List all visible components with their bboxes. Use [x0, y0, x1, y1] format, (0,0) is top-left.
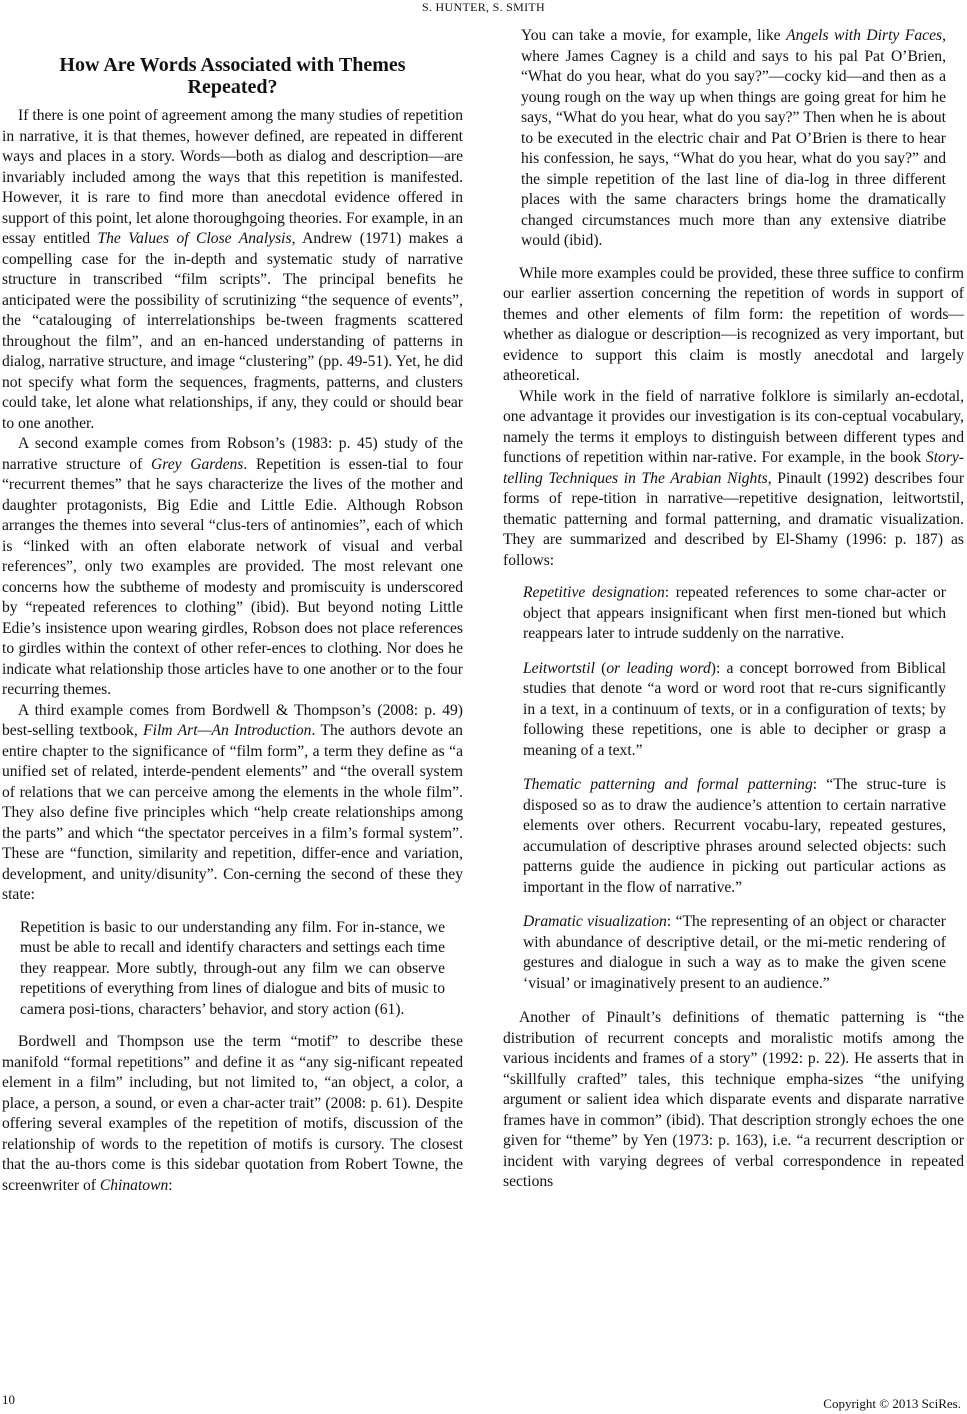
right-column [503, 26, 964, 1193]
film-title: Angels with Dirty Faces [786, 27, 943, 44]
paragraph-7: Another of Pinault’s definitions of thematic patterning is “the distribution of recurrent concepts and moralistic motifs among the various incidents and frames of a story” (1992: p. 22). He asserts that in “skillfully crafted” tales, this technique empha-sizes “the unifying argument or salient idea which disparate events and disparate narrative frames have in common” (ibid). That description strongly echoes the one given for “theme” by Yen (1973: p. 163), i.e. “a recurrent description or incident with varying degrees of verbal correspondence in repeated sections [503, 1009, 964, 1190]
block-quote: You can take a movie, for example, like Angels with Dirty Faces, where James Cagney is a child and says to his pal Pat O’Brien, “What do you hear, what do you say?”—cocky kid—and then as a young rough on the way up when things are going great for him he says, “What do you hear, what do you say?” Then when he is about to be executed in the electric chair and Pat O’Brien is there to hear his confession, he says, “What do you hear, what do you say?” and the simple repetition of the last line of dia-log in three different places with the same characters brings home the dramatically changed circumstances much more than any extensive diatribe would (ibid). [521, 27, 946, 249]
paragraph-5: While more examples could be provided, these three suffice to confirm our earlier assertion concerning the repetition of words in support of themes and other elements of film form: the repetition of words—whether as dialogue or description—is recognized as very important, but evidence to support this claim is mostly anecdotal and largely atheoretical. [503, 264, 964, 384]
film-title: Chinatown [99, 1176, 169, 1194]
essay-title: The Values of Close Analysis [97, 230, 292, 247]
block-quote: Repetition is basic to our understanding any film. For in-stance, we must be able to recall and identify characters and settings each time they reappear. More subtly, through-out any film we can observe repetitions of everything from lines of dialogue and bits of music to camera posi-tions, characters’ behavior, and story action (61). [20, 918, 445, 1018]
book-title: Film Art—An Introduction [143, 722, 312, 739]
running-head: S. HUNTER, S. SMITH [421, 0, 546, 14]
paragraph-6: While work in the field of narrative folklore is similarly an-ecdotal, one advantage it provides our investigation is its con-ceptual vocabulary, namely the terms it employs to distinguish between different types and functions of repetition within nar-rative. For example, in the book Story-telling Techniques in The Arabian Nights, Pinault (1992) describes four forms of repe-tition in narrative—repetitive designation, leitwortstil, thematic patterning and formal patterning, and dramatic visualization. They are summarized and described by El-Shamy (1996: p. 187) as follows: [503, 387, 965, 569]
definition-thematic-patterning: Thematic patterning and formal patterning: “The struc-ture is disposed so as to draw the audience’s attention to certain narrative elements over others. Recurrent vocabu-lary, repeated gestures, accumulation of descriptive phrases around selected objects: such patterns guide the audience in picking out particular actions as important in the flow of narrative.” [523, 776, 946, 896]
copyright-notice: Copyright © 2013 SciRes. [823, 1396, 961, 1411]
page-number: 10 [2, 1392, 15, 1407]
definition-repetitive-designation: Repetitive designation: repeated references to some char-acter or object that appears insignificant when first men-tioned but which reappears later to intrude suddenly on the narrative. [523, 584, 946, 642]
left-column [2, 46, 463, 1196]
definition-dramatic-visualization: Dramatic visualization: “The representing of an object or character with abundance of descriptive detail, or the mi-metic rendering of gestures and dialogue in such a way as to make the given scene ‘visual’ or imaginatively present to an audience.” [523, 913, 946, 992]
definition-leitwortstil: Leitwortstil (or leading word): a concept borrowed from Biblical studies that denote “a word or word root that re-curs significantly in a text, in a continuum of texts, or in a configuration of texts; by following these repetitions, one is able to decipher or grasp a meaning of a text.” [523, 659, 947, 759]
paragraph-3: A third example comes from Bordwell & Thompson’s (2008: p. 49) best-selling textbook, Film Art—An Introduction. The authors devote an entire chapter to the significance of “film form”, a term they define as “a unified set of related, interde-pendent elements” and “the overall system of relations that we can perceive among the elements in the whole film”. They also define five principles which “help create relationships among the parts” and which “the spectator perceives in a film’s formal system”. These are “function, similarity and repetition, differ-ence and variation, development, and unity/disunity”. Con-cerning the second of these they state: [2, 701, 463, 903]
paragraph-1: If there is one point of agreement among the many studies of repetition in narrative, it is that themes, however defined, are repeated in different ways and places in a story. Words—both as dialog and description—are invariably included among the ways that this repetition is manifested. However, it is rare to find more than anecdotal evidence offered in support of this point, let alone thoroughgoing theories. For example, in an essay entitled The Values of Close Analysis, Andrew (1971) makes a compelling case for the in-depth and systematic study of narrative structure in transcribed “film scripts”. The principal benefits he anticipated were the possibility of scrutinizing “the sequence of events”, the “catalouging of interrelationships be-tween fragments scattered throughout the film”, and an en-hanced understanding of patterns in dialog, narrative structure, and image “clustering” (pp. 49-51). Yet, he did not specify what form the sequences, fragments, patterns, and clusters could take, let alone what relationships, if any, they could or should bear to one another. [2, 107, 463, 432]
paragraph-4: Bordwell and Thompson use the term “motif” to describe these manifold “formal repetitions” and define it as “any sig-nificant repeated element in a film” including, but not limited to, “an object, a color, a place, a person, a sound, or even a char-acter trait” (2008: p. 61). Despite offering several examples of the repetition of motifs, discussion of the relationship of words to the repetition of motifs is cursory. The closest that the au-thors come is this sidebar quotation from Robert Towne, the screenwriter of Chinatown: [2, 1033, 463, 1194]
paragraph-2: A second example comes from Robson’s (1983: p. 45) study of the narrative structure of Grey Gardens. Repetition is essen-tial to four “recurrent themes” that he says characterize the lives of the mother and daughter protagonists, Big Edie and Little Edie. Although Robson arranges the themes into several “clus-ters of antinomies”, each of which is “linked with an often elaborate network of visual and verbal references”, only two examples are provided. The most relevant one concerns how the subtheme of modesty and promiscuity is underscored by “repeated references to clothing” (ibid). But beyond noting Little Edie’s insistence upon wearing girdles, Robson does not place references to girdles within the context of other refer-ences to clothing. Nor does he indicate what relationship those articles have to one another or to the four recurring themes. [2, 435, 463, 698]
book-title: Story-telling Techniques in The Arabian Nights [503, 449, 964, 487]
section-title: How Are Words Associated with Themes Repeated? [59, 54, 406, 98]
film-title: Grey Gardens [150, 455, 244, 473]
